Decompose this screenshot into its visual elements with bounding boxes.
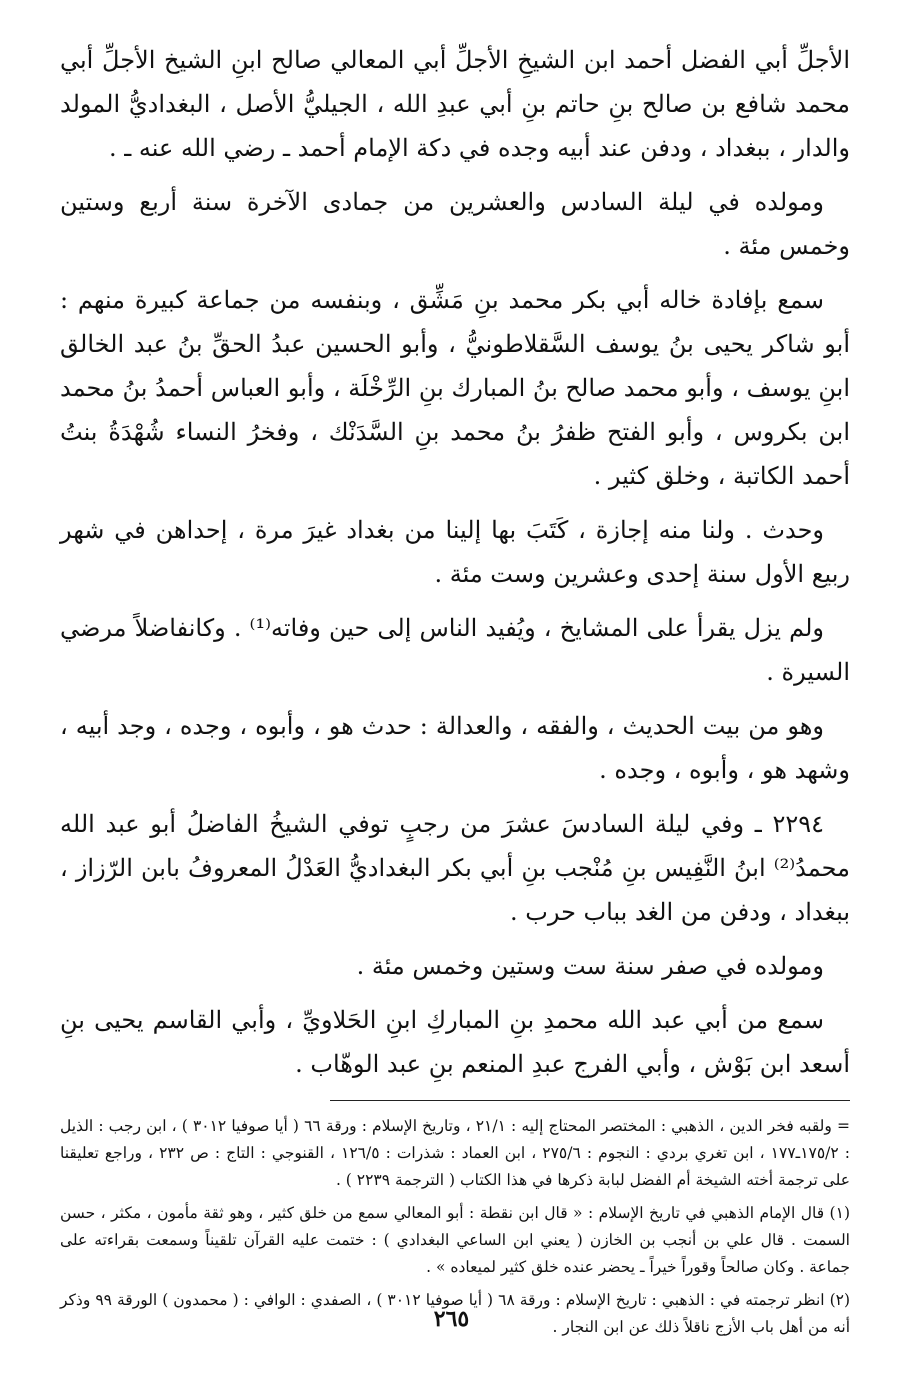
main-text (60, 38, 850, 1086)
footnote-2: (٢) انظر ترجمته في : الذهبي : تاريخ الإسلام : ورقة ٦٨ ( أيا صوفيا ٣٠١٢ ) ، الصفدي : الوافي : ( محمدون ) الورقة ٩٩ وذكر أنه من أهل باب الأزج ناقلاً ذلك عن ابن النجار . (60, 1291, 851, 1336)
footnote-divider (330, 1100, 850, 1101)
paragraph: وهو من بيت الحديث ، والفقه ، والعدالة : حدث هو ، وأبوه ، وجده ، وجد أبيه ، وشهد هو ، وأبوه ، وجده . (60, 712, 850, 784)
paragraph: ومولده في صفر سنة ست وستين وخمس مئة . (356, 952, 824, 980)
entry-paragraph: ٢٢٩٤ ـ وفي ليلة السادسَ عشرَ من رجبٍ توفي الشيخُ الفاضلُ أبو عبد الله محمدُ⁽²⁾ ابنُ النَّفِيس بنِ مُنْجب بنِ أبي بكر البغداديُّ العَدْلُ المعروفُ بابن الرّزاز ، ببغداد ، ودفن من الغد بباب حرب . (60, 810, 850, 926)
footnote-continuation: = ولقبه فخر الدين ، الذهبي : المختصر المحتاج إليه : ٢١/١ ، وتاريخ الإسلام : ورقة ٦٦ ( أيا صوفيا ٣٠١٢ ) ، ابن رجب : الذيل : ١٧٥/٢ـ١٧٧ ، ابن تغري بردي : النجوم : ٢٧٥/٦ ، ابن العماد : شذرات : ١٢٦/٥ ، القنوجي : التاج : ص ٢٣٢ ، وراجع تعليقنا على ترجمة أخته الشيخة أم الفضل لبابة ذكرها في هذا الكتاب ( الترجمة ٢٢٣٩ ) . (60, 1117, 850, 1189)
paragraph: سمع بإفادة خاله أبي بكر محمد بنِ مَشِّق ، وبنفسه من جماعة كبيرة منهم : أبو شاكر يحيى بنُ يوسف السَّقلاطونيُّ ، وأبو الحسين عبدُ الحقِّ بنُ عبد الخالق ابنِ يوسف ، وأبو محمد صالح بنُ المبارك بنِ الرِّخْلَة ، وأبو العباس أحمدُ بنُ محمد ابن بكروس ، وأبو الفتح ظفرُ بنُ محمد بنِ السَّدَنْك ، وفخرُ النساء شُهْدَةُ بنتُ أحمد الكاتبة ، وخلق كثير . (60, 286, 850, 490)
page-content (60, 38, 850, 1347)
paragraph: الأجلِّ أبي الفضل أحمد ابن الشيخِ الأجلِّ أبي المعالي صالح ابنِ الشيخ الأجلِّ أبي محمد شافع بن صالح بنِ حاتم بنِ أبي عبدِ الله ، الجيليُّ الأصل ، البغداديُّ المولد والدار ، ببغداد ، ودفن عند أبيه وجده في دكة الإمام أحمد ـ رضي الله عنه ـ . (60, 46, 850, 162)
paragraph: سمع من أبي عبد الله محمدِ بنِ المباركِ ابنِ الحَلاويِّ ، وأبي القاسم يحيى بنِ أسعد ابن بَوْش ، وأبي الفرج عبدِ المنعم بنِ عبد الوهّاب . (60, 1006, 850, 1078)
footnote-1: (١) قال الإمام الذهبي في تاريخ الإسلام : « قال ابن نقطة : أبو المعالي سمع من خلق كثير ، وهو ثقة مأمون ، مكثر ، حسن السمت . قال علي بن أنجب بن الخازن ( يعني ابن الساعي البغدادي ) : ختمت عليه القرآن تلقيناً وسمعت بقراءته على جماعة . وكان صالحاً وقوراً خيراً ـ يحضر عنده خلق كثير لميعاده » . (60, 1204, 850, 1276)
paragraph: ومولده في ليلة السادس والعشرين من جمادى الآخرة سنة أربع وستين وخمس مئة . (60, 188, 850, 260)
page-number: ٢٦٥ (433, 1306, 470, 1332)
paragraph: وحدث . ولنا منه إجازة ، كَتَبَ بها إلينا من بغداد غيرَ مرة ، إحداهن في شهر ربيع الأول سنة إحدى وعشرين وست مئة . (60, 516, 850, 588)
paragraph: ولم يزل يقرأ على المشايخ ، ويُفيد الناس إلى حين وفاته⁽¹⁾ . وكانفاضلاً مرضي السيرة . (60, 614, 850, 686)
